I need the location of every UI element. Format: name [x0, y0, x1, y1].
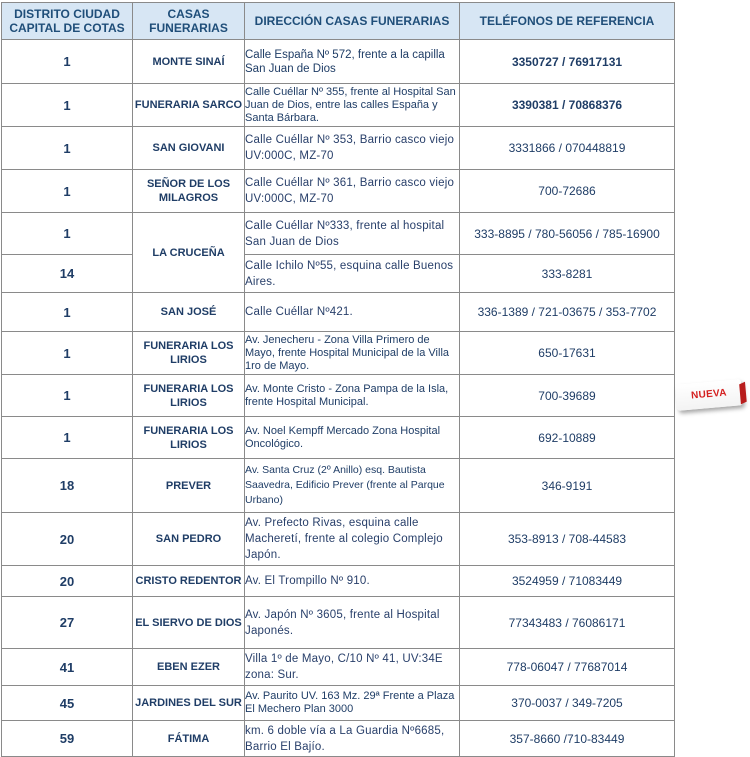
telefonos-cell: 370-0037 / 349-7205	[460, 686, 675, 721]
header-direccion: DIRECCIÓN CASAS FUNERARIAS	[245, 3, 460, 40]
casa-cell: JARDINES DEL SUR	[133, 686, 245, 721]
table-row	[2, 170, 675, 213]
distrito-cell: 18	[2, 459, 133, 513]
direccion-cell: Av. Noel Kempff Mercado Zona Hospital Oncológico.	[245, 417, 460, 459]
distrito-cell: 59	[2, 721, 133, 757]
distrito-cell: 45	[2, 686, 133, 721]
distrito-cell: 41	[2, 649, 133, 686]
direccion-cell: Av. Paurito UV. 163 Mz. 29ª Frente a Plaza El Mechero Plan 3000	[245, 686, 460, 721]
funeral-homes-table	[1, 2, 675, 757]
distrito-cell: 27	[2, 597, 133, 649]
casa-cell: MONTE SINAÍ	[133, 40, 245, 84]
casa-cell: FUNERARIA SARCO	[133, 84, 245, 127]
distrito-cell: 1	[2, 375, 133, 417]
casa-cell: FUNERARIA LOS LIRIOS	[133, 417, 245, 459]
table-row	[2, 417, 675, 459]
table-row	[2, 255, 675, 293]
casa-cell: FUNERARIA LOS LIRIOS	[133, 375, 245, 417]
direccion-cell: Calle Cuéllar Nº333, frente al hospital San Juan de Dios	[245, 213, 460, 255]
table-row	[2, 332, 675, 375]
telefonos-cell: 357-8660 /710-83449	[460, 721, 675, 757]
direccion-cell: Av. Prefecto Rivas, esquina calle Macheretí, frente al colegio Complejo Japón.	[245, 513, 460, 566]
casa-cell: SAN JOSÉ	[133, 293, 245, 332]
header-distrito: DISTRITO CIUDAD CAPITAL DE COTAS	[2, 3, 133, 40]
direccion-cell: Villa 1º de Mayo, C/10 Nº 41, UV:34E zona: Sur.	[245, 649, 460, 686]
telefonos-cell: 778-06047 / 77687014	[460, 649, 675, 686]
table-row	[2, 127, 675, 170]
telefonos-cell: 346-9191	[460, 459, 675, 513]
table-row	[2, 566, 675, 597]
casa-cell: SAN GIOVANI	[133, 127, 245, 170]
table-header-row	[2, 3, 675, 40]
telefonos-cell: 3390381 / 70868376	[460, 84, 675, 127]
distrito-cell: 1	[2, 40, 133, 84]
table-row	[2, 597, 675, 649]
casa-cell: LA CRUCEÑA	[133, 213, 245, 293]
table-row	[2, 84, 675, 127]
telefonos-cell: 353-8913 / 708-44583	[460, 513, 675, 566]
direccion-cell: km. 6 doble vía a La Guardia Nº6685, Barrio El Bajío.	[245, 721, 460, 757]
direccion-cell: Calle Cuéllar Nº 355, frente al Hospital San Juan de Dios, entre las calles España y Santa Bárbara.	[245, 84, 460, 127]
telefonos-cell: 3350727 / 76917131	[460, 40, 675, 84]
direccion-cell: Calle España Nº 572, frente a la capilla San Juan de Dios	[245, 40, 460, 84]
table-row	[2, 513, 675, 566]
distrito-cell: 1	[2, 127, 133, 170]
direccion-cell: Av. El Trompillo Nº 910.	[245, 566, 460, 597]
direccion-cell: Calle Cuéllar Nº 353, Barrio casco viejo UV:000C, MZ-70	[245, 127, 460, 170]
distrito-cell: 20	[2, 513, 133, 566]
telefonos-cell: 700-72686	[460, 170, 675, 213]
table-row	[2, 459, 675, 513]
header-casas: CASAS FUNERARIAS	[133, 3, 245, 40]
telefonos-cell: 692-10889	[460, 417, 675, 459]
table-row	[2, 375, 675, 417]
table-row	[2, 213, 675, 255]
table-row	[2, 293, 675, 332]
distrito-cell: 1	[2, 170, 133, 213]
direccion-cell: Av. Japón Nº 3605, frente al Hospital Japonés.	[245, 597, 460, 649]
casa-cell: SEÑOR DE LOS MILAGROS	[133, 170, 245, 213]
distrito-cell: 1	[2, 213, 133, 255]
direccion-cell: Av. Jenecheru - Zona Villa Primero de Mayo, frente Hospital Municipal de la Villa 1ro de Mayo.	[245, 332, 460, 375]
casa-cell: EL SIERVO DE DIOS	[133, 597, 245, 649]
casa-cell: PREVER	[133, 459, 245, 513]
telefonos-cell: 333-8281	[460, 255, 675, 293]
table-row	[2, 40, 675, 84]
telefonos-cell: 3331866 / 070448819	[460, 127, 675, 170]
distrito-cell: 20	[2, 566, 133, 597]
distrito-cell: 1	[2, 417, 133, 459]
telefonos-cell: 77343483 / 76086171	[460, 597, 675, 649]
table-row	[2, 649, 675, 686]
new-badge: NUEVA	[675, 379, 743, 411]
distrito-cell: 1	[2, 332, 133, 375]
direccion-cell: Av. Santa Cruz (2º Anillo) esq. Bautista Saavedra, Edificio Prever (frente al Parque Urbano)	[245, 459, 460, 513]
telefonos-cell: 336-1389 / 721-03675 / 353-7702	[460, 293, 675, 332]
casa-cell: SAN PEDRO	[133, 513, 245, 566]
distrito-cell: 1	[2, 293, 133, 332]
header-telefonos: TELÉFONOS DE REFERENCIA	[460, 3, 675, 40]
table-row	[2, 721, 675, 757]
casa-cell: FÁTIMA	[133, 721, 245, 757]
casa-cell: CRISTO REDENTOR	[133, 566, 245, 597]
telefonos-cell: 3524959 / 71083449	[460, 566, 675, 597]
direccion-cell: Calle Cuéllar Nº421.	[245, 293, 460, 332]
direccion-cell: Calle Cuéllar Nº 361, Barrio casco viejo UV:000C, MZ-70	[245, 170, 460, 213]
table-row	[2, 686, 675, 721]
telefonos-cell: 700-39689	[460, 375, 675, 417]
distrito-cell: 1	[2, 84, 133, 127]
distrito-cell: 14	[2, 255, 133, 293]
casa-cell: FUNERARIA LOS LIRIOS	[133, 332, 245, 375]
direccion-cell: Av. Monte Cristo - Zona Pampa de la Isla, frente Hospital Municipal.	[245, 375, 460, 417]
direccion-cell: Calle Ichilo Nº55, esquina calle Buenos Aires.	[245, 255, 460, 293]
telefonos-cell: 650-17631	[460, 332, 675, 375]
casa-cell: EBEN EZER	[133, 649, 245, 686]
telefonos-cell: 333-8895 / 780-56056 / 785-16900	[460, 213, 675, 255]
